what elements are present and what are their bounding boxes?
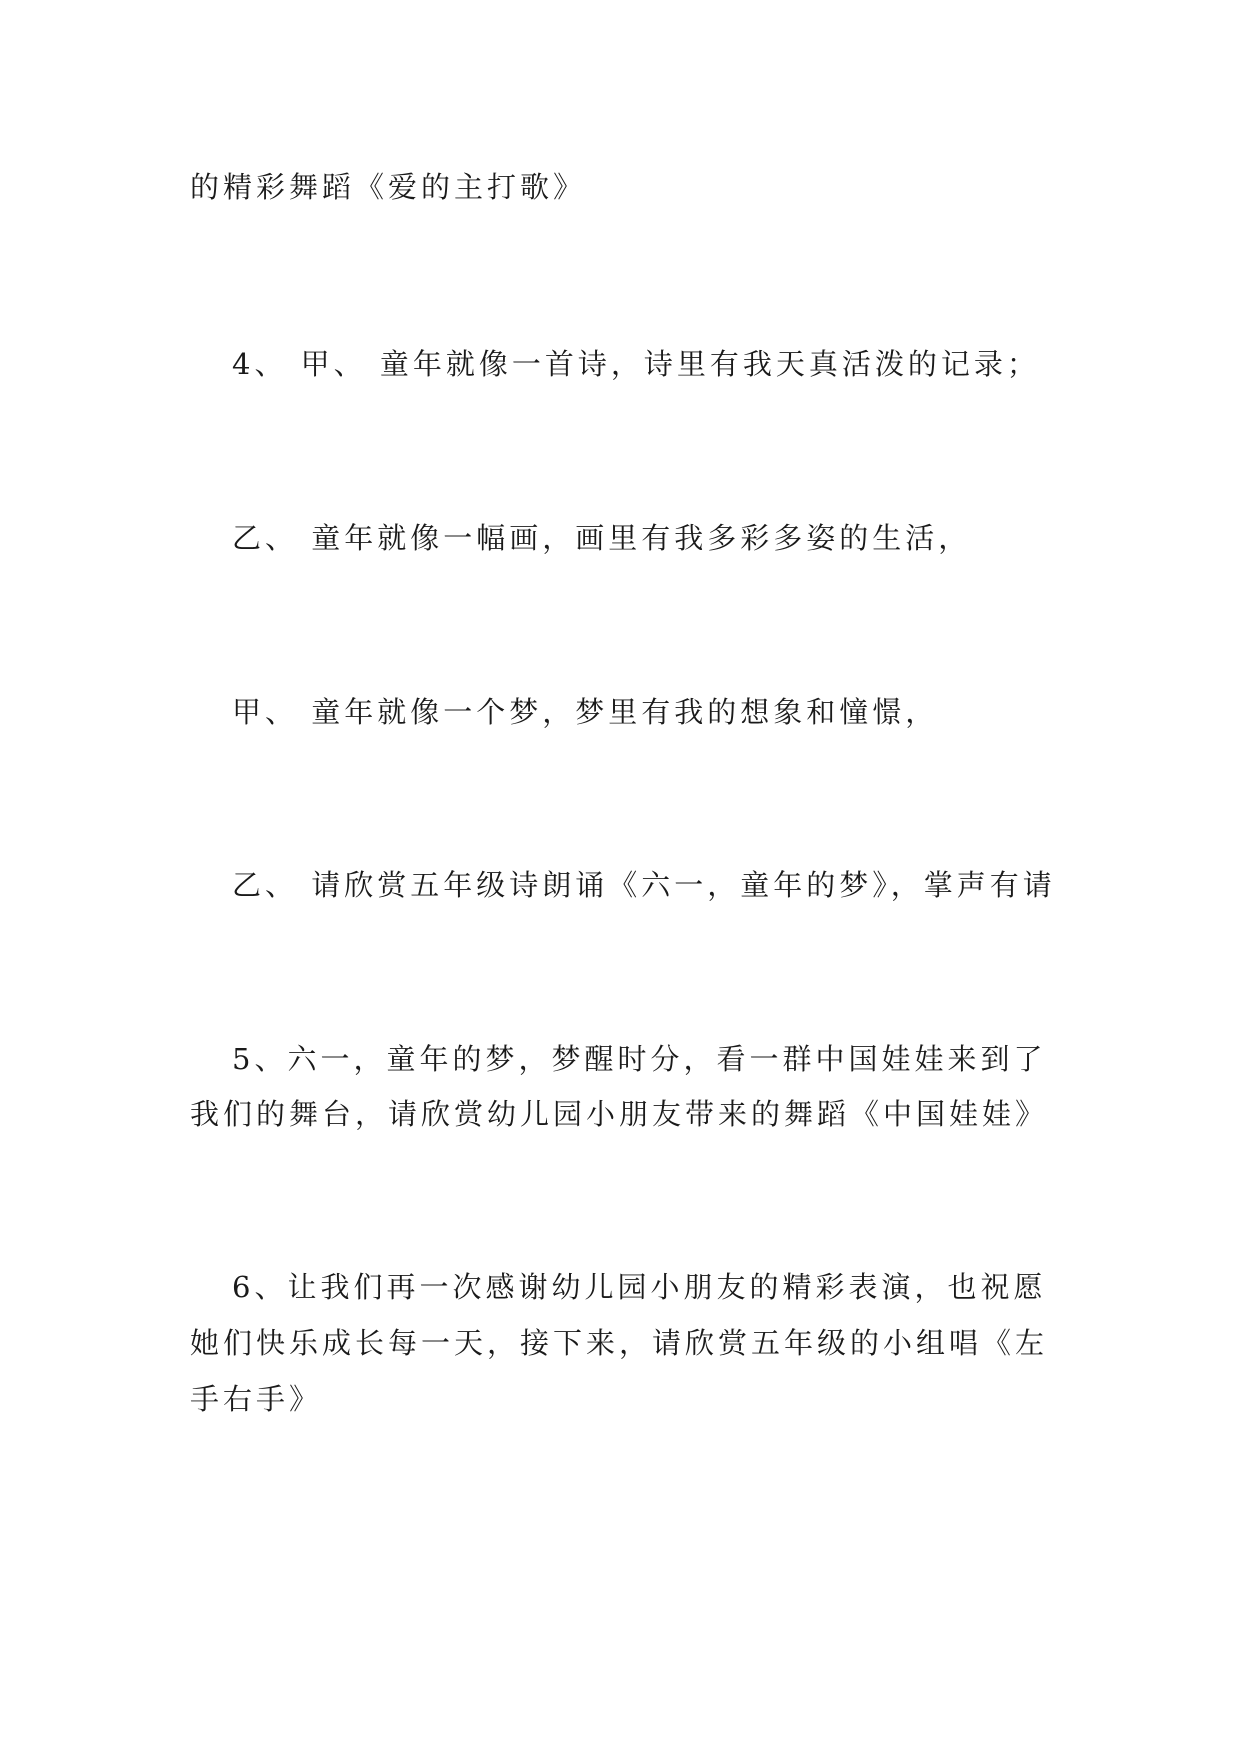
text-line-5: 乙、 请欣赏五年级诗朗诵《六一，童年的梦》，掌声有请 — [232, 868, 1056, 902]
text-line-2: 4、 甲、 童年就像一首诗，诗里有我天真活泼的记录； — [232, 347, 1040, 381]
text-line-6: 5、六一，童年的梦，梦醒时分，看一群中国娃娃来到了 — [232, 1042, 1047, 1076]
text-line-7: 我们的舞台，请欣赏幼儿园小朋友带来的舞蹈《中国娃娃》 — [190, 1097, 1049, 1131]
text-line-1: 的精彩舞蹈《爱的主打歌》 — [190, 170, 587, 204]
text-line-4: 甲、 童年就像一个梦，梦里有我的想象和憧憬， — [232, 695, 939, 729]
text-line-3: 乙、 童年就像一幅画，画里有我多彩多姿的生活， — [232, 521, 972, 555]
text-line-8: 6、让我们再一次感谢幼儿园小朋友的精彩表演，也祝愿 — [232, 1270, 1047, 1304]
text-line-9: 她们快乐成长每一天，接下来，请欣赏五年级的小组唱《左 — [190, 1326, 1049, 1360]
text-line-10: 手右手》 — [190, 1382, 323, 1416]
